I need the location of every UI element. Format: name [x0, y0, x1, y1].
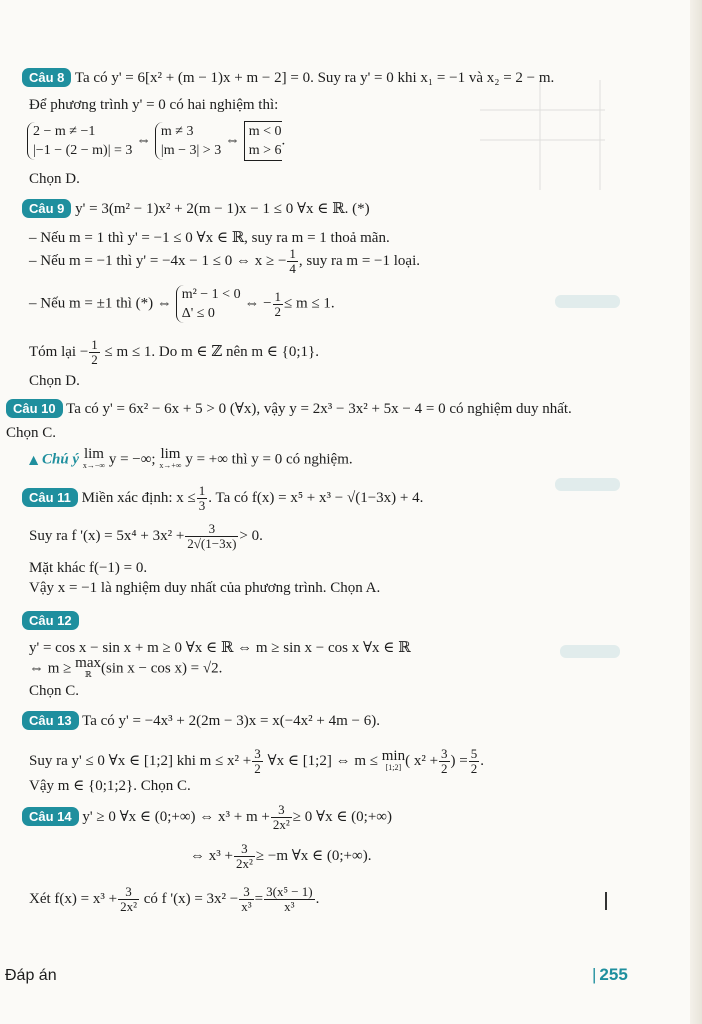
- limit-minus-infinity: lim x→−∞: [82, 446, 106, 470]
- q10-answer: Chọn C.: [6, 425, 57, 441]
- question-11-badge: Câu 11: [22, 488, 78, 507]
- fraction-derivative-result: $\frac{\text{3(x⁵ − 1)}}{\text{x³}}$: [266, 884, 313, 914]
- question-14-row: Câu 14 y' ≥ 0 ∀x ∈ (0;+∞) ⇔ x³ + m + $\frac{3}{\text{2x²}}$ ≥ 0 ∀x ∈ (0;+∞): [22, 803, 392, 832]
- q9-derivative-line: y' = 3(m² − 1)x² + 2(m − 1)x − 1 ≤ 0 ∀x ∈ ℝ. (*): [75, 201, 370, 217]
- q12-line-1: y' = cos x − sin x + m ≥ 0 ∀x ∈ ℝ ⇔ m ≥ sin x − cos x ∀x ∈ ℝ: [29, 640, 411, 656]
- q13-line-2: Suy ra y' ≤ 0 ∀x ∈ [1;2] khi m ≤ x² + $\frac{3}{2}$ ∀x ∈ [1;2] ⇔ m ≤ min [1;2] ( x² + $\frac{3}{2}$ ) = $\frac{5}{2}$ .: [29, 746, 485, 776]
- q11-other: Mặt khác f(−1) = 0.: [29, 560, 148, 576]
- bleed-through-badge: [560, 645, 620, 658]
- q9-case-2: – Nếu m = −1 thì y' = −4x − 1 ≤ 0 ⇔ x ≥ − $\frac{1}{4}$ , suy ra m = −1 loại.: [29, 246, 420, 276]
- bleed-through-badge: [555, 295, 620, 308]
- question-11-row: Câu 11 Miền xác định: x ≤ $\frac{1}{3}$ . Ta có f(x) = x⁵ + x³ − √(1−3x) + 4.: [22, 484, 423, 513]
- min-operator: min [1;2]: [381, 747, 406, 772]
- fraction-three-over-2x2: $\frac{3}{\text{2x²}}$: [272, 802, 290, 832]
- warning-icon: ▲: [29, 452, 39, 467]
- question-14-badge: Câu 14: [22, 807, 79, 826]
- q9-system: m² − 1 < 0 Δ' ≤ 0: [176, 285, 241, 323]
- bleed-through-badge: [555, 478, 620, 491]
- fraction-one-half: $\frac{1}{2}$: [91, 337, 98, 367]
- max-operator: max ℝ: [75, 655, 101, 679]
- q11-derivative: Suy ra f '(x) = 5x⁴ + 3x² + $\frac{3}{2√(1-3x)}$ > 0.: [29, 521, 263, 551]
- question-8-row: [22, 68, 554, 87]
- fraction-one-fourth: $\frac{1}{4}$: [289, 246, 296, 276]
- note-label: Chú ý: [41, 451, 80, 468]
- q9-case-1: – Nếu m = 1 thì y' = −1 ≤ 0 ∀x ∈ ℝ, suy ra m = 1 thoả mãn.: [29, 230, 390, 246]
- pen-mark: [605, 892, 607, 910]
- question-12-row: [22, 611, 79, 630]
- fraction-three-over-2x2: $\frac{3}{\text{2x²}}$: [235, 841, 253, 871]
- q12-line-2: ⇔ m ≥ max ℝ (sin x − cos x) = √2.: [29, 655, 223, 679]
- q10-note: ▲ Chú ý lim x→−∞ y = −∞; lim x→+∞ y = +∞ thì y = 0 có nghiệm.: [29, 446, 353, 470]
- page-number: | 255: [592, 965, 628, 984]
- fraction-one-third: $\frac{1}{3}$: [198, 483, 206, 513]
- q8-derivative-line: Ta có y' = 6[x² + (m − 1)x + m − 2] = 0. Suy ra y' = 0 khi x₁ = −1 và x₂ = 2 − m.: [74, 70, 555, 86]
- question-9-row: [22, 199, 370, 218]
- bleed-through-table: [480, 80, 610, 200]
- q13-conclusion: Vậy m ∈ {0;1;2}. Chọn C.: [29, 778, 191, 794]
- q10-line: Ta có y' = 6x² − 6x + 5 > 0 (∀x), vậy y = 2x³ − 3x² + 5x − 4 = 0 có nghiệm duy nhất.: [66, 401, 572, 417]
- q9-case-3: – Nếu m = ±1 thì (*) ⇔ m² − 1 < 0 Δ' ≤ 0 ⇔ − $\frac{1}{2}$ ≤ m ≤ 1.: [29, 287, 335, 321]
- q8-bracket: m < 0 m > 6: [244, 121, 282, 161]
- q11-conclusion: Vậy x = −1 là nghiệm duy nhất của phương trình. Chọn A.: [29, 580, 381, 596]
- q9-summary: Tóm lại − $\frac{1}{2}$ ≤ m ≤ 1. Do m ∈ ℤ nên m ∈ {0;1}.: [29, 337, 319, 367]
- question-10-row: [6, 399, 572, 418]
- question-13-badge: Câu 13: [22, 711, 79, 730]
- fraction-three-half: $\frac{3}{2}$: [254, 746, 261, 776]
- q9-answer: Chọn D.: [29, 373, 80, 389]
- q12-answer: Chọn C.: [29, 683, 80, 699]
- fraction-five-half: $\frac{5}{2}$: [470, 746, 478, 776]
- q8-intro: Để phương trình y' = 0 có hai nghiệm thì:: [29, 97, 279, 113]
- fraction-one-half: $\frac{1}{2}$: [274, 288, 282, 319]
- question-12-badge: Câu 12: [22, 611, 79, 630]
- fraction-three-over-x3: $\frac{3}{\text{x³}}$: [241, 884, 252, 914]
- q13-line: Ta có y' = −4x³ + 2(2m − 3)x = x(−4x² + 4m − 6).: [82, 713, 380, 729]
- question-8-badge: Câu 8: [22, 68, 71, 87]
- question-9-badge: Câu 9: [22, 199, 71, 218]
- q8-system-2: m ≠ 3 |m − 3| > 3: [155, 122, 221, 160]
- question-10-badge: Câu 10: [6, 399, 63, 418]
- q8-answer: Chọn D.: [29, 171, 80, 187]
- q8-system-1: 2 − m ≠ −1 |−1 − (2 − m)| = 3: [27, 122, 132, 160]
- q14-line-2: ⇔ x³ + $\frac{3}{\text{2x²}}$ ≥ −m ∀x ∈ (0;+∞).: [190, 841, 372, 871]
- q8-systems: 2 − m ≠ −1 |−1 − (2 − m)| = 3 ⇔ m ≠ 3 |m − 3| > 3 ⇔ m < 0 m > 6 .: [27, 121, 285, 161]
- fraction-three-over-root: $\frac{3}{2√(1-3x)}$: [187, 521, 237, 551]
- q14-line-3: Xét f(x) = x³ + $\frac{3}{\text{2x²}}$ có f '(x) = 3x² − $\frac{3}{\text{x³}}$ = $\frac{\text{3(x⁵ − 1)}}{\text{x³}}$ .: [29, 884, 320, 914]
- limit-plus-infinity: lim x→+∞: [159, 446, 182, 470]
- page-edge-shadow: [690, 0, 702, 1024]
- question-13-row: [22, 711, 380, 730]
- fraction-three-half: $\frac{3}{2}$: [441, 746, 448, 776]
- footer-section-title: Đáp án: [5, 967, 57, 984]
- fraction-three-over-2x2: $\frac{3}{\text{2x²}}$: [120, 884, 137, 914]
